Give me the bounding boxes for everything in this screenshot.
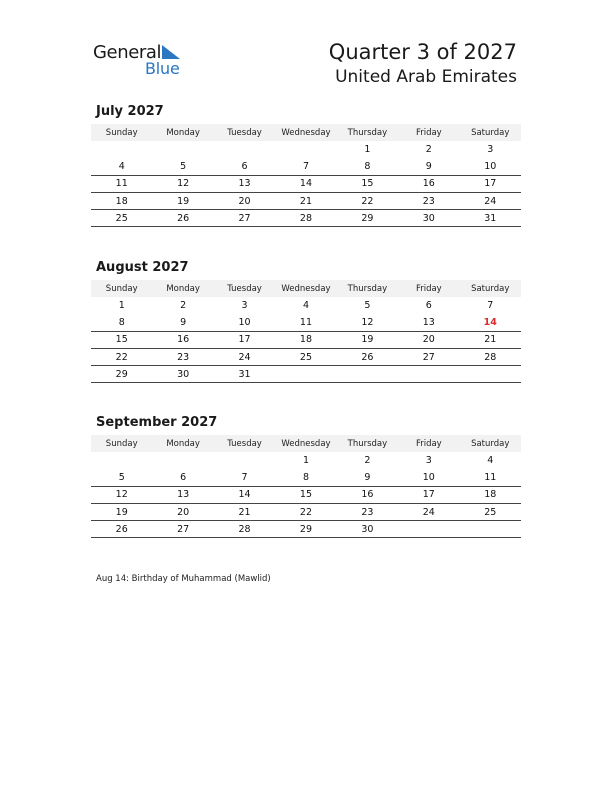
day-cell: 23 [177,351,190,363]
day-cell: 6 [180,471,187,483]
day-cell: 25 [484,506,497,518]
day-cell: 16 [361,489,374,501]
weekday-label: Friday [415,283,442,294]
day-cell: 3 [241,300,248,312]
day-cell: 7 [241,471,248,483]
day-cell: 11 [484,471,497,483]
day-cell: 24 [238,351,251,363]
day-cell: 28 [238,523,251,535]
day-cell: 30 [177,368,190,380]
day-cell: 5 [364,300,371,312]
day-cell: 12 [115,489,128,501]
logo-text-general: General [93,42,162,63]
day-cell: 22 [361,195,374,207]
day-cell: 26 [115,523,128,535]
weekday-label: Thursday [347,283,388,294]
day-cell: 4 [487,455,494,467]
day-cell: 2 [364,455,371,467]
day-cell: 10 [422,471,435,483]
day-cell: 13 [422,316,435,328]
day-cell: 11 [299,316,313,328]
weekday-label: Wednesday [281,438,331,449]
day-cell: 28 [299,212,313,224]
day-cell: 1 [364,144,371,156]
month-calendar [91,103,521,227]
day-cell: 25 [115,212,128,224]
day-cell: 6 [425,300,432,312]
weekday-label: Wednesday [281,283,331,294]
day-cell: 26 [177,212,190,224]
day-cell: 17 [238,334,251,346]
week-row [91,487,521,504]
day-cell: 8 [302,471,309,483]
weekday-label: Monday [166,127,200,138]
weekday-label: Tuesday [227,127,262,138]
weekday-label: Sunday [105,127,138,138]
day-cell: 3 [487,144,494,156]
holiday-notes [96,574,271,584]
weekday-header-row [91,280,521,297]
day-cell: 7 [487,300,494,312]
day-cell: 8 [118,316,125,328]
day-cell: 6 [241,160,248,172]
weekday-label: Monday [166,283,200,294]
day-cell: 15 [299,489,313,501]
weekday-header-row [91,124,521,141]
week-row [91,158,521,175]
day-cell: 15 [115,334,128,346]
week-row [91,332,521,349]
holiday-day-cell: 14 [483,316,497,328]
week-row [91,469,521,486]
weekday-header-row [91,435,521,452]
day-cell: 30 [422,212,435,224]
day-cell: 27 [238,212,251,224]
weekday-label: Thursday [347,127,388,138]
day-cell: 22 [299,506,313,518]
day-cell: 4 [118,160,125,172]
weekday-label: Tuesday [227,438,262,449]
week-row [91,210,521,227]
weekday-label: Saturday [471,438,510,449]
week-row [91,366,521,383]
day-cell: 28 [484,351,497,363]
month-title: August 2027 [96,260,189,275]
day-cell: 11 [115,178,128,190]
day-cell: 9 [425,160,432,172]
day-cell: 26 [361,351,374,363]
day-cell: 29 [115,368,128,380]
week-row [91,504,521,521]
day-cell: 9 [364,471,371,483]
day-cell: 18 [299,334,313,346]
day-cell: 5 [118,471,125,483]
week-row [91,141,521,158]
day-cell: 25 [299,351,313,363]
day-cell: 12 [361,316,374,328]
weekday-label: Sunday [105,438,138,449]
day-cell: 14 [238,489,251,501]
day-cell: 13 [238,178,251,190]
day-cell: 29 [361,212,374,224]
day-cell: 14 [299,178,313,190]
day-cell: 5 [180,160,187,172]
day-cell: 23 [361,506,374,518]
country-subtitle: United Arab Emirates [335,67,517,87]
day-cell: 21 [238,506,251,518]
weekday-label: Monday [166,438,200,449]
day-cell: 17 [422,489,435,501]
day-cell: 1 [302,455,309,467]
weekday-label: Friday [415,438,442,449]
weekday-label: Saturday [471,127,510,138]
week-row [91,297,521,314]
day-cell: 31 [238,368,251,380]
weekday-label: Saturday [471,283,510,294]
weekday-label: Tuesday [227,283,262,294]
logo-text-blue: Blue [145,59,180,78]
day-cell: 24 [422,506,435,518]
day-cell: 15 [361,178,374,190]
day-cell: 27 [177,523,190,535]
day-cell: 16 [422,178,435,190]
week-row [91,521,521,538]
day-cell: 13 [177,489,190,501]
day-cell: 29 [299,523,313,535]
day-cell: 30 [361,523,374,535]
week-row [91,193,521,210]
week-row [91,452,521,469]
day-cell: 27 [422,351,435,363]
day-cell: 21 [299,195,313,207]
page-title: Quarter 3 of 2027 [328,40,517,64]
week-row [91,176,521,193]
month-calendar [91,414,521,538]
day-cell: 20 [238,195,251,207]
weekday-label: Sunday [105,283,138,294]
day-cell: 2 [180,300,187,312]
week-row [91,349,521,366]
day-cell: 3 [425,455,432,467]
day-cell: 16 [177,334,190,346]
holiday-note: Aug 14: Birthday of Muhammad (Mawlid) [96,574,271,584]
day-cell: 2 [425,144,432,156]
day-cell: 22 [115,351,128,363]
week-row [91,314,521,331]
day-cell: 4 [302,300,309,312]
day-cell: 19 [115,506,128,518]
day-cell: 10 [238,316,251,328]
day-cell: 23 [422,195,435,207]
day-cell: 21 [484,334,497,346]
day-cell: 10 [484,160,497,172]
day-cell: 12 [177,178,190,190]
month-calendar [91,259,521,383]
day-cell: 18 [484,489,497,501]
month-title: September 2027 [96,415,218,430]
day-cell: 7 [302,160,309,172]
day-cell: 8 [364,160,371,172]
month-title: July 2027 [96,104,164,119]
weekday-label: Wednesday [281,127,331,138]
day-cell: 31 [484,212,497,224]
weekday-label: Friday [415,127,442,138]
weekday-label: Thursday [347,438,388,449]
day-cell: 19 [177,195,190,207]
day-cell: 17 [484,178,497,190]
day-cell: 9 [180,316,187,328]
day-cell: 19 [361,334,374,346]
day-cell: 24 [484,195,497,207]
generalblue-logo [93,40,193,80]
day-cell: 20 [422,334,435,346]
day-cell: 1 [118,300,125,312]
day-cell: 20 [177,506,190,518]
day-cell: 18 [115,195,128,207]
